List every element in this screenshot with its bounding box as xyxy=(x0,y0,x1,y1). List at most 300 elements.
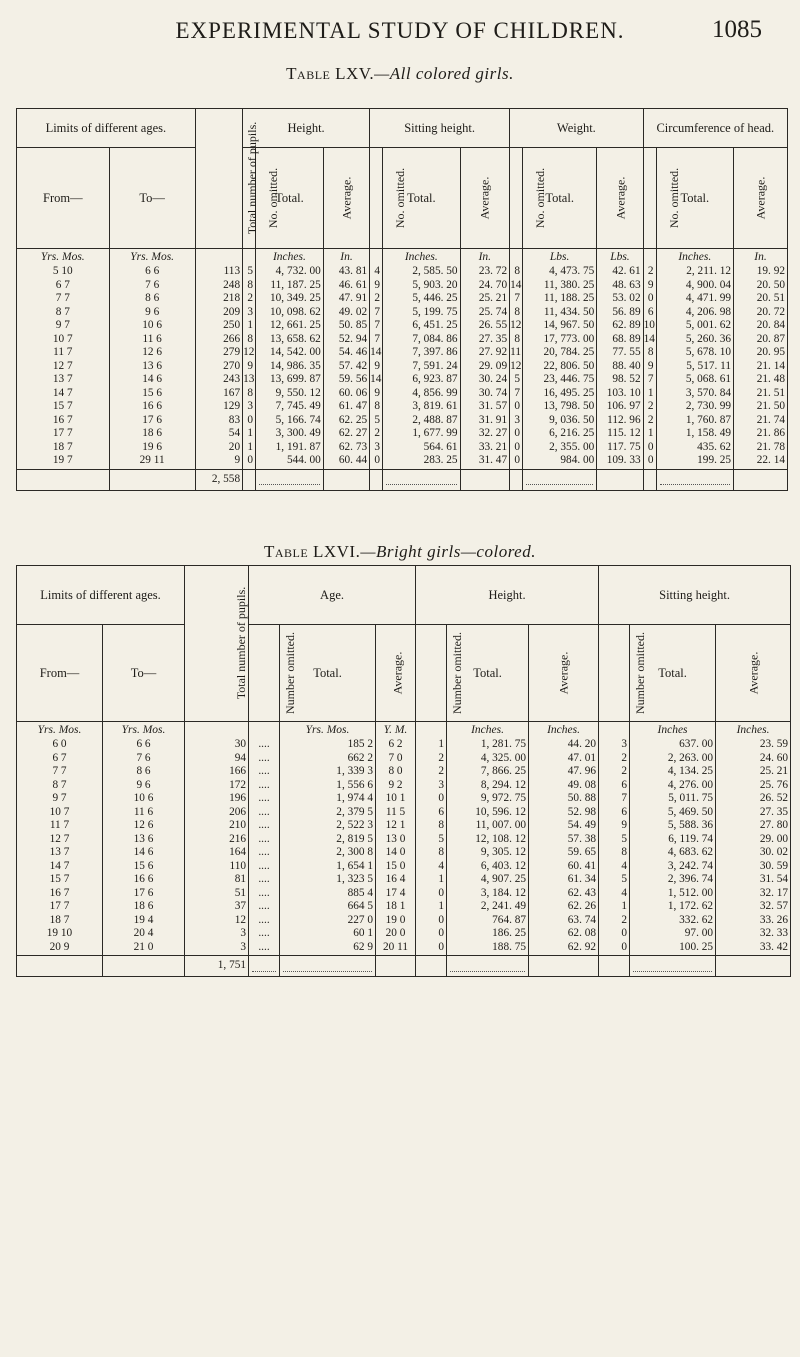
table2-cell: 13 6 xyxy=(103,834,185,848)
table-row xyxy=(17,834,791,848)
table2-cell: 20 4 xyxy=(103,928,185,942)
t2-header-age-average: Average. xyxy=(376,625,416,722)
table1-cell: 544. 00 xyxy=(256,455,324,469)
table1-cell: 8 xyxy=(243,280,256,294)
table2-cell: 60 1 xyxy=(280,928,376,942)
table2-cell: 2, 241. 49 xyxy=(447,901,529,915)
table1-cell: 1, 760. 87 xyxy=(656,415,734,429)
table1-cell: 10, 349. 25 xyxy=(256,293,324,307)
table1-cell: 20, 784. 25 xyxy=(523,347,597,361)
table2-cell: 47. 96 xyxy=(529,766,599,780)
table1-cell: 109. 33 xyxy=(597,455,643,469)
table2-cell: 3, 184. 12 xyxy=(447,888,529,902)
table2-cell: 1 xyxy=(416,874,447,888)
table2-cell: 94 xyxy=(185,753,249,767)
table2-cell: 62. 92 xyxy=(529,942,599,956)
table1-cell: 7 xyxy=(510,388,523,402)
table1-cell: 27. 35 xyxy=(460,334,510,348)
table1-cell: 10 xyxy=(643,320,656,334)
table2-cell: 6, 403. 12 xyxy=(447,861,529,875)
table2-cell: .... xyxy=(249,874,280,888)
table1-cell: 7, 397. 86 xyxy=(383,347,461,361)
table1-cell: 8 7 xyxy=(17,307,110,321)
table1-cell: 14, 986. 35 xyxy=(256,361,324,375)
table1-cell: 270 xyxy=(195,361,242,375)
table2-cell: .... xyxy=(249,820,280,834)
table1-cell: 13, 798. 50 xyxy=(523,401,597,415)
table2-cell: 21 0 xyxy=(103,942,185,956)
table2-unit-cell: Yrs. Mos. xyxy=(280,722,376,740)
table2-cell: 637. 00 xyxy=(630,739,716,753)
table2-cell: 19 10 xyxy=(17,928,103,942)
table1-cell: 7, 084. 86 xyxy=(383,334,461,348)
table2-cell: .... xyxy=(249,847,280,861)
table-row xyxy=(17,753,791,767)
table2-cell: 14 6 xyxy=(103,847,185,861)
running-head-title: EXPERIMENTAL STUDY OF CHILDREN. xyxy=(175,18,625,43)
table1 xyxy=(16,108,788,491)
table1-cell: 42. 61 xyxy=(597,266,643,280)
table2-caption xyxy=(0,542,800,562)
table2-cell: 32. 17 xyxy=(716,888,791,902)
table2-cell: 63. 74 xyxy=(529,915,599,929)
table2-unit-cell xyxy=(416,722,447,740)
t2-header-age-omitted: Number omitted. xyxy=(249,625,280,722)
table2-cell: 23. 59 xyxy=(716,739,791,753)
table1-cell: 62. 27 xyxy=(323,428,369,442)
table1-cell: 6, 451. 25 xyxy=(383,320,461,334)
table2-cell: 19 4 xyxy=(103,915,185,929)
table2-cell: 33. 42 xyxy=(716,942,791,956)
table1-cell: 283. 25 xyxy=(383,455,461,469)
table2-cell: 12 xyxy=(185,915,249,929)
table2-cell: 57. 38 xyxy=(529,834,599,848)
table2-cell: 7 xyxy=(599,793,630,807)
table2-unit-cell: Yrs. Mos. xyxy=(103,722,185,740)
table1-cell: 12 7 xyxy=(17,361,110,375)
table2-cell: 5, 011. 75 xyxy=(630,793,716,807)
table-row xyxy=(17,442,788,456)
table1-cell: 6, 216. 25 xyxy=(523,428,597,442)
t2-header-height-average: Average. xyxy=(529,625,599,722)
table1-cell: 21. 50 xyxy=(734,401,788,415)
table1-cell: 9 xyxy=(370,361,383,375)
table1-cell: 14 xyxy=(510,280,523,294)
table1-cell: 3, 300. 49 xyxy=(256,428,324,442)
table1-unit-cell: Lbs. xyxy=(523,249,597,267)
table2-cell: 210 xyxy=(185,820,249,834)
table2-cell: 25. 21 xyxy=(716,766,791,780)
t2-header-to: To— xyxy=(103,625,185,722)
table1-cell: 62. 25 xyxy=(323,415,369,429)
table1-cell: 250 xyxy=(195,320,242,334)
t1-header-weight-total: Total. xyxy=(523,148,597,249)
table1-cell: 11, 188. 25 xyxy=(523,293,597,307)
table1-cell: 5 xyxy=(370,415,383,429)
table1-cell: 21. 48 xyxy=(734,374,788,388)
table1-unit-cell: Yrs. Mos. xyxy=(17,249,110,267)
table1-cell: 62. 73 xyxy=(323,442,369,456)
table2-cell: 8 6 xyxy=(103,766,185,780)
table2-cell: 13 0 xyxy=(376,834,416,848)
table1-cell: 8 xyxy=(370,401,383,415)
table1-cell: 5, 199. 75 xyxy=(383,307,461,321)
table2-cell: 1 xyxy=(416,901,447,915)
t1-header-weight: Weight. xyxy=(510,109,644,148)
table2-cell: 7, 866. 25 xyxy=(447,766,529,780)
table2-cell: .... xyxy=(249,942,280,956)
table2-cell: 9 6 xyxy=(103,780,185,794)
table2-cell: 12, 108. 12 xyxy=(447,834,529,848)
table1-cell: 14 xyxy=(370,347,383,361)
table1-cell: 6 6 xyxy=(109,266,195,280)
table-row xyxy=(17,901,791,915)
t1-header-weight-average: Average. xyxy=(597,148,643,249)
table2-cell: 5 xyxy=(599,834,630,848)
table2-cell: 7 7 xyxy=(17,766,103,780)
table-row xyxy=(17,780,791,794)
table2-unit-cell: Y. M. xyxy=(376,722,416,740)
table2-cell: 4, 276. 00 xyxy=(630,780,716,794)
table1-cell: 3 xyxy=(510,415,523,429)
table2-caption-label: Table LXVI. xyxy=(264,542,361,561)
table2-cell: 61. 34 xyxy=(529,874,599,888)
table1-cell: 20. 87 xyxy=(734,334,788,348)
t1-header-total-pupils: Total number of pupils. xyxy=(195,109,242,249)
table2-cell: .... xyxy=(249,901,280,915)
table2-unit-cell: Inches. xyxy=(447,722,529,740)
table1-cell: 4, 732. 00 xyxy=(256,266,324,280)
table-row xyxy=(17,293,788,307)
table1-cell: 218 xyxy=(195,293,242,307)
table2-cell: 196 xyxy=(185,793,249,807)
table2-cell: 664 5 xyxy=(280,901,376,915)
table1-cell: 8 xyxy=(510,334,523,348)
table1-cell: 49. 02 xyxy=(323,307,369,321)
table1-cell: 7 xyxy=(370,307,383,321)
table-row xyxy=(17,415,788,429)
table2-cell: 32. 57 xyxy=(716,901,791,915)
table-row xyxy=(17,374,788,388)
table1-unit-cell: Lbs. xyxy=(597,249,643,267)
table1-cell: 8 6 xyxy=(109,293,195,307)
table2-cell: .... xyxy=(249,888,280,902)
table1-cell: 9, 550. 12 xyxy=(256,388,324,402)
table2-cell: 6 2 xyxy=(376,739,416,753)
table2-cell: .... xyxy=(249,834,280,848)
table2-cell: 8 xyxy=(416,847,447,861)
table2-cell: 47. 01 xyxy=(529,753,599,767)
table1-cell: 21. 14 xyxy=(734,361,788,375)
table1-cell: 4, 206. 98 xyxy=(656,307,734,321)
table1-cell: 984. 00 xyxy=(523,455,597,469)
table2-cell: 12 1 xyxy=(376,820,416,834)
table2-cell: .... xyxy=(249,928,280,942)
table1-cell: 54 xyxy=(195,428,242,442)
table1-cell: 5 xyxy=(243,266,256,280)
table1-cell: 564. 61 xyxy=(383,442,461,456)
table2-cell: 18 6 xyxy=(103,901,185,915)
table1-cell: 8 xyxy=(510,266,523,280)
table-row xyxy=(17,455,788,469)
table1-cell: 2, 488. 87 xyxy=(383,415,461,429)
table1-cell: 6 xyxy=(643,307,656,321)
table2-cell: 27. 35 xyxy=(716,807,791,821)
table2-cell: 3 xyxy=(185,942,249,956)
table2-cell: 4 xyxy=(416,861,447,875)
table2-cell: 8 xyxy=(599,847,630,861)
table-row xyxy=(17,888,791,902)
table1-unit-cell: Inches. xyxy=(383,249,461,267)
table2-cell: 3 xyxy=(599,739,630,753)
table1-cell: 50. 85 xyxy=(323,320,369,334)
table2-cell: 186. 25 xyxy=(447,928,529,942)
table2-cell: .... xyxy=(249,780,280,794)
t1-header-circ-omitted: No. omitted. xyxy=(643,148,656,249)
table1-cell: 13 6 xyxy=(109,361,195,375)
table2-cell: 1, 281. 75 xyxy=(447,739,529,753)
table2-cell: 2, 263. 00 xyxy=(630,753,716,767)
table2-cell: 30 xyxy=(185,739,249,753)
table2-cell: 8 0 xyxy=(376,766,416,780)
table1-cell: 52. 94 xyxy=(323,334,369,348)
table2-cell: 10 7 xyxy=(17,807,103,821)
table1-cell: 22. 14 xyxy=(734,455,788,469)
table1-cell: 21. 78 xyxy=(734,442,788,456)
table1-cell: 16 6 xyxy=(109,401,195,415)
table2-cell: 6 xyxy=(416,807,447,821)
table1-cell: 11 6 xyxy=(109,334,195,348)
table2-cell: 5, 588. 36 xyxy=(630,820,716,834)
table2-cell: 662 2 xyxy=(280,753,376,767)
table1-cell: 12 6 xyxy=(109,347,195,361)
table1-cell: 1, 677. 99 xyxy=(383,428,461,442)
table1-cell: 0 xyxy=(643,293,656,307)
table1-cell: 10, 098. 62 xyxy=(256,307,324,321)
table1-cell: 20. 51 xyxy=(734,293,788,307)
table1-cell: 113 xyxy=(195,266,242,280)
table1-cell: 7 7 xyxy=(17,293,110,307)
t1-header-sitting-average: Average. xyxy=(460,148,510,249)
table1-unit-cell xyxy=(243,249,256,267)
table1-cell: 14 xyxy=(370,374,383,388)
t1-total-pupils: 2, 558 xyxy=(195,469,242,490)
table-row xyxy=(17,793,791,807)
table1-cell: 60. 44 xyxy=(323,455,369,469)
table1-cell: 25. 74 xyxy=(460,307,510,321)
table2-cell: 15 7 xyxy=(17,874,103,888)
table1-cell: 167 xyxy=(195,388,242,402)
t1-header-height-average: Average. xyxy=(323,148,369,249)
table1-cell: 21. 51 xyxy=(734,388,788,402)
table1-cell: 62. 89 xyxy=(597,320,643,334)
table2-cell: 1, 974 4 xyxy=(280,793,376,807)
table-row xyxy=(17,361,788,375)
table1-cell: 17 6 xyxy=(109,415,195,429)
table2-cell: .... xyxy=(249,753,280,767)
table1-cell: 129 xyxy=(195,401,242,415)
t1-total-row xyxy=(17,469,788,490)
table1-cell: 7 xyxy=(370,320,383,334)
table2-cell: 62. 26 xyxy=(529,901,599,915)
table2-cell: 17 4 xyxy=(376,888,416,902)
table1-cell: 25. 21 xyxy=(460,293,510,307)
table2-cell: 18 1 xyxy=(376,901,416,915)
table1-cell: 5 xyxy=(510,374,523,388)
table2-cell: 4, 325. 00 xyxy=(447,753,529,767)
t1-header-height-total: Total. xyxy=(256,148,324,249)
table1-cell: 12 xyxy=(510,361,523,375)
table1-cell: 0 xyxy=(510,442,523,456)
t1-header-weight-omitted: No. omitted. xyxy=(510,148,523,249)
table1-cell: 243 xyxy=(195,374,242,388)
table2-cell: 25. 76 xyxy=(716,780,791,794)
table2-cell: 29. 00 xyxy=(716,834,791,848)
table2-cell: 26. 52 xyxy=(716,793,791,807)
table2-cell: 185 2 xyxy=(280,739,376,753)
table2-cell: 2, 819 5 xyxy=(280,834,376,848)
table1-cell: 5, 678. 10 xyxy=(656,347,734,361)
table2-cell: 764. 87 xyxy=(447,915,529,929)
table-row xyxy=(17,942,791,956)
table1-cell: 17 7 xyxy=(17,428,110,442)
table1-cell: 6, 923. 87 xyxy=(383,374,461,388)
table2-cell: 1, 556 6 xyxy=(280,780,376,794)
table-row xyxy=(17,428,788,442)
table2-cell: 9 xyxy=(599,820,630,834)
table2-cell: 7 0 xyxy=(376,753,416,767)
table2-cell: 6 xyxy=(599,807,630,821)
table2-cell: 5 xyxy=(416,834,447,848)
table2-cell: 0 xyxy=(599,942,630,956)
table2-cell: 2 xyxy=(599,915,630,929)
table1-cell: 2 xyxy=(643,415,656,429)
table1-cell: 2 xyxy=(643,401,656,415)
table2-cell: 6 0 xyxy=(17,739,103,753)
table1-cell: 15 6 xyxy=(109,388,195,402)
table-row xyxy=(17,266,788,280)
table1-cell: 11 xyxy=(510,347,523,361)
table1-cell: 17, 773. 00 xyxy=(523,334,597,348)
table2-cell: 2 xyxy=(599,766,630,780)
table2-cell: 206 xyxy=(185,807,249,821)
table1-cell: 27. 92 xyxy=(460,347,510,361)
table2-cell: 8 7 xyxy=(17,780,103,794)
table2-cell: 4, 683. 62 xyxy=(630,847,716,861)
table1-cell: 1 xyxy=(243,428,256,442)
table1-cell: 21. 86 xyxy=(734,428,788,442)
table1-cell: 2, 730. 99 xyxy=(656,401,734,415)
t1-header-sitting-omitted: No. omitted. xyxy=(370,148,383,249)
t2-header-total-pupils: Total number of pupils. xyxy=(185,566,249,722)
table1-cell: 209 xyxy=(195,307,242,321)
table2-cell: 16 7 xyxy=(17,888,103,902)
table2-cell: .... xyxy=(249,861,280,875)
table1-cell: 22, 806. 50 xyxy=(523,361,597,375)
table2-cell: 16 6 xyxy=(103,874,185,888)
table1-cell: 4, 471. 99 xyxy=(656,293,734,307)
t2-header-from: From— xyxy=(17,625,103,722)
table2-cell: 6 7 xyxy=(17,753,103,767)
table2-cell: 0 xyxy=(416,928,447,942)
table2-cell: 4, 134. 25 xyxy=(630,766,716,780)
table1-cell: 4, 473. 75 xyxy=(523,266,597,280)
table1-cell: 0 xyxy=(510,428,523,442)
table-row xyxy=(17,739,791,753)
table1-cell: 68. 89 xyxy=(597,334,643,348)
table1-cell: 9 xyxy=(643,361,656,375)
table2-cell: 9 2 xyxy=(376,780,416,794)
table1-cell: 13, 699. 87 xyxy=(256,374,324,388)
table2-cell: 3 xyxy=(416,780,447,794)
table1-cell: 266 xyxy=(195,334,242,348)
table-row xyxy=(17,847,791,861)
table1-cell: 5, 260. 36 xyxy=(656,334,734,348)
table1-cell: 14 6 xyxy=(109,374,195,388)
table1-cell: 18 6 xyxy=(109,428,195,442)
table2-cell: 14 7 xyxy=(17,861,103,875)
t2-header-sitting-total: Total. xyxy=(630,625,716,722)
table2-cell: 9, 305. 12 xyxy=(447,847,529,861)
table2-cell: 11 6 xyxy=(103,807,185,821)
table2-cell: 19 0 xyxy=(376,915,416,929)
table1-cell: 13 7 xyxy=(17,374,110,388)
table1-cell: 31. 47 xyxy=(460,455,510,469)
table2-cell: 20 0 xyxy=(376,928,416,942)
table2-cell: 1, 323 5 xyxy=(280,874,376,888)
table1-unit-cell xyxy=(510,249,523,267)
t2-header-height: Height. xyxy=(416,566,599,625)
table2-cell: 2 xyxy=(416,766,447,780)
t1-header-circ-average: Average. xyxy=(734,148,788,249)
table1-cell: 117. 75 xyxy=(597,442,643,456)
table2-cell: 0 xyxy=(416,942,447,956)
table2-cell: 1, 339 3 xyxy=(280,766,376,780)
table1-cell: 0 xyxy=(243,455,256,469)
table1-unit-cell: In. xyxy=(460,249,510,267)
t1-header-from: From— xyxy=(17,148,110,249)
table1-cell: 12 xyxy=(243,347,256,361)
t2-header-age: Age. xyxy=(249,566,416,625)
table2-cell: 2, 300 8 xyxy=(280,847,376,861)
table2-cell: .... xyxy=(249,766,280,780)
table2-cell: 166 xyxy=(185,766,249,780)
table-row xyxy=(17,388,788,402)
table2-cell: 16 4 xyxy=(376,874,416,888)
table1-cell: 12, 661. 25 xyxy=(256,320,324,334)
t1-header-to: To— xyxy=(109,148,195,249)
table1-cell: 21. 74 xyxy=(734,415,788,429)
table2-cell: 0 xyxy=(416,915,447,929)
table1-cell: 9 xyxy=(643,280,656,294)
table1-cell: 106. 97 xyxy=(597,401,643,415)
table1-cell: 8 xyxy=(243,334,256,348)
table1-cell: 20. 50 xyxy=(734,280,788,294)
table2-unit-cell: Inches. xyxy=(529,722,599,740)
table2-cell: 0 xyxy=(416,793,447,807)
table2-cell: 332. 62 xyxy=(630,915,716,929)
table-row xyxy=(17,307,788,321)
table-row xyxy=(17,334,788,348)
table1-cell: 5, 001. 62 xyxy=(656,320,734,334)
table1-cell: 7, 745. 49 xyxy=(256,401,324,415)
table2-cell: 4, 907. 25 xyxy=(447,874,529,888)
table1-cell: 103. 10 xyxy=(597,388,643,402)
table1-cell: 11, 434. 50 xyxy=(523,307,597,321)
table2-cell: 0 xyxy=(416,888,447,902)
table1-cell: 8 xyxy=(243,388,256,402)
table2-cell: 10 1 xyxy=(376,793,416,807)
